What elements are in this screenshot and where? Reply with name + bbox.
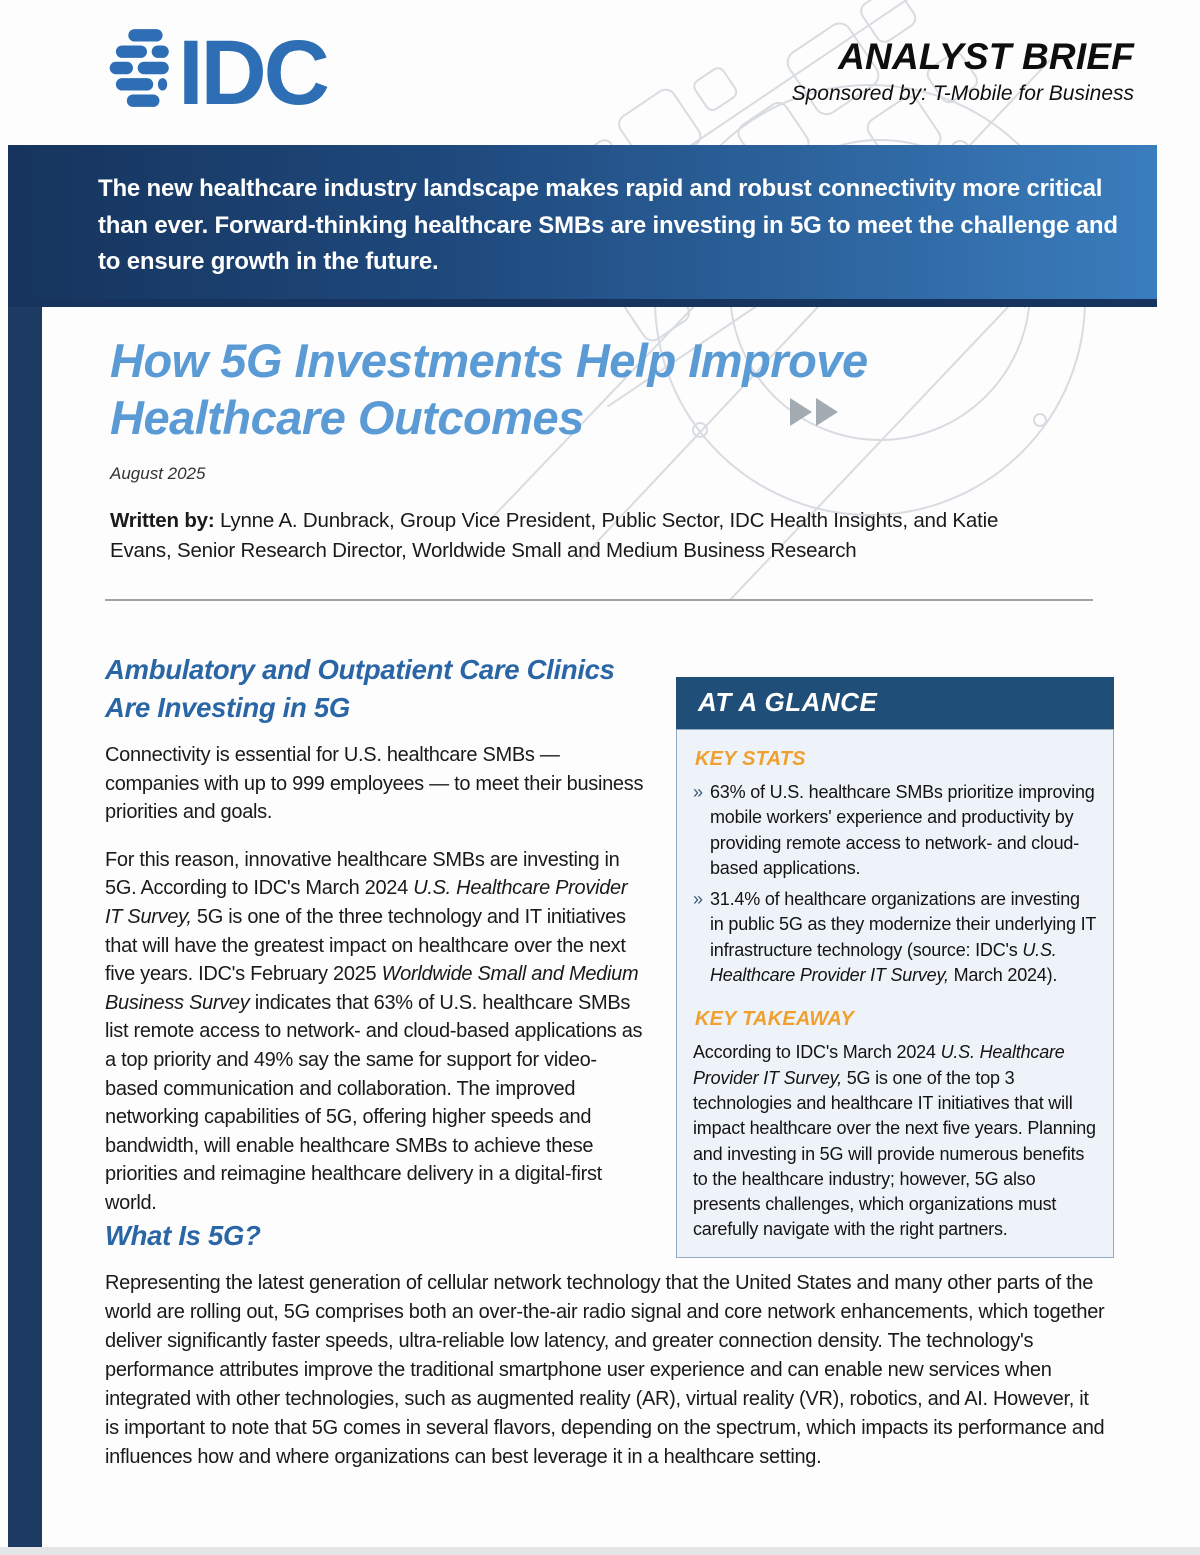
document-type-label: ANALYST BRIEF: [838, 36, 1134, 77]
page-title: How 5G Investments Help Improve Healthcare Outcomes: [110, 334, 868, 444]
italic-run: U.S. Healthcare Provider IT Survey,: [105, 877, 628, 928]
text-run: 5G is one of the three technology and IT initiatives that will have the greatest impact on healthcare over the next five years. IDC's February 2025: [105, 905, 626, 986]
masthead: [0, 0, 1200, 145]
page-bottom-strip: [0, 1547, 1200, 1555]
key-takeaway-heading: KEY TAKEAWAY: [695, 1008, 855, 1031]
key-stat-text: [710, 887, 1097, 988]
at-a-glance-box: [676, 677, 1114, 1258]
paragraph: Connectivity is essential for U.S. healthcare SMBs — companies with up to 999 employees — to meet their business priorities and goals.: [105, 744, 644, 824]
section-heading: Ambulatory and Outpatient Care Clinics Are Investing in 5G: [105, 654, 615, 723]
text-run: 5G is one of the top 3 technologies and healthcare IT initiatives that will impact healthcare over the next five years. Planning and investing in 5G will provide numerous benefits to the healthcare industry; however, 5G also presents challenges, which organizations must carefully navigate with the right partners.: [693, 1067, 1096, 1240]
at-a-glance-header: AT A GLANCE: [676, 677, 1114, 729]
masthead-right: [792, 38, 1134, 106]
logo-text: IDC: [178, 26, 327, 110]
key-stat-item: [693, 780, 1097, 881]
key-stat-text: 63% of U.S. healthcare SMBs prioritize improving mobile workers' experience and productivity by providing remote access to network- and cloud-based applications.: [710, 782, 1095, 878]
publication-date: August 2025: [110, 464, 206, 483]
text-run: For this reason, innovative healthcare SMBs are investing in 5G. According to IDC's March 2024: [105, 848, 620, 900]
paragraph: [105, 846, 646, 1218]
at-a-glance-body: [676, 729, 1114, 1258]
sponsor-line: Sponsored by: T-Mobile for Business: [791, 82, 1134, 105]
italic-run: U.S. Healthcare Provider IT Survey,: [693, 1042, 1065, 1088]
bullet-marker: »: [693, 782, 703, 802]
italic-run: Worldwide Small and Medium Business Survey: [105, 963, 639, 1014]
text-run: March 2024).: [948, 965, 1058, 986]
key-stat-item: [693, 887, 1097, 988]
key-stats-heading: KEY STATS: [695, 748, 806, 770]
text-run: 31.4% of healthcare organizations are investing in public 5G as they modernize their underlying IT infrastructure technology (source: IDC's: [710, 889, 1096, 960]
intro-banner: [8, 145, 1157, 307]
byline-label: Written by:: [110, 509, 215, 532]
globe-stripes-icon: [110, 29, 169, 107]
intro-banner-text: The new healthcare industry landscape makes rapid and robust connectivity more critical than ever. Forward-thinking healthcare SMBs are investing in 5G to meet the challenge and to ensure growth in the future.: [98, 175, 1118, 275]
idc-logo: [108, 26, 368, 115]
section-ambulatory-5g: [105, 651, 646, 1237]
bullet-marker: »: [693, 889, 703, 910]
byline-authors: Lynne A. Dunbrack, Group Vice President, Public Sector, IDC Health Insights, and Katie Evans, Senior Research Director, Worldwide Small and Medium Business Research: [110, 509, 999, 562]
section-divider: [105, 599, 1093, 601]
title-block: [110, 332, 1055, 566]
paragraph: Representing the latest generation of cellular network technology that the United States and many other parts of the world are rolling out, 5G comprises both an over-the-air radio signal and core network enhancements, which together deliver significantly faster speeds, ultra-reliable low latency, and greater connection density. The technology's performance attributes improve the traditional smartphone user experience and can enable new services when integrated with other technologies, such as augmented reality (AR), virtual reality (VR), robotics, and AI. However, it is important to note that 5G comes in several flavors, depending on the spectrum, which impacts its performance and influences how and where organizations can best leverage it in a healthcare setting.: [105, 1272, 1105, 1468]
italic-run: U.S. Healthcare Provider IT Survey,: [710, 939, 1057, 986]
section-what-is-5g: [105, 1217, 1107, 1472]
key-takeaway-text: [693, 1040, 1097, 1242]
text-run: According to IDC's March 2024: [693, 1042, 941, 1063]
section-heading: What Is 5G?: [105, 1220, 261, 1251]
byline: [110, 506, 1055, 566]
left-accent-bar: [8, 145, 42, 1547]
text-run: indicates that 63% of U.S. healthcare SMBs list remote access to network- and cloud-based applications as a top priority and 49% say the same for support for video-based communication and collaboration. The improved networking capabilities of 5G, offering higher speeds and bandwidth, will enable healthcare SMBs to achieve these priorities and reimagine healthcare delivery in a digital-first world.: [105, 991, 643, 1214]
